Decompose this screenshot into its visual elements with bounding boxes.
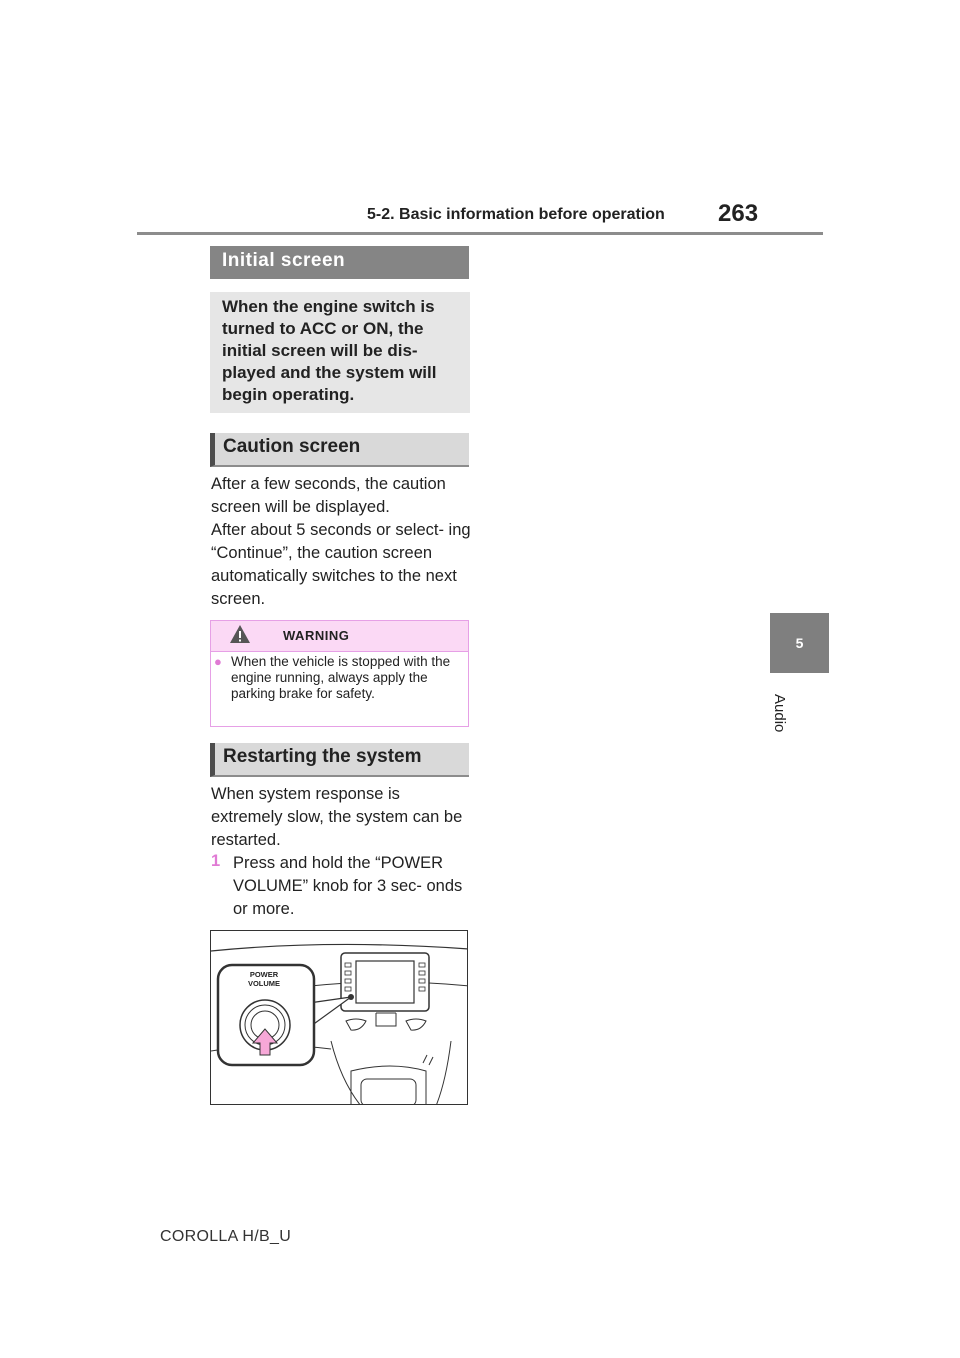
bullet-icon: ● — [214, 654, 222, 669]
warning-title: WARNING — [283, 628, 350, 643]
heading-caution-screen: Caution screen — [210, 433, 469, 467]
chapter-label — [728, 694, 788, 734]
knob-label-power: POWER — [249, 970, 279, 979]
footer-model: COROLLA H/B_U — [160, 1228, 292, 1245]
section-title: 5-2. Basic information before operation — [367, 206, 665, 223]
chapter-label-text: Audio — [771, 694, 788, 733]
header-rule — [137, 232, 823, 235]
lead-text: When the engine switch is turned to ACC or ON, the initial screen will be dis- played and the system will begin operating. — [222, 297, 437, 404]
step-text: Press and hold the “POWER VOLUME” knob for 3 sec- onds or more. — [233, 854, 463, 918]
heading-restart: Restarting the system — [210, 743, 469, 777]
page-number: 263 — [718, 200, 759, 227]
warning-header — [211, 621, 468, 652]
chapter-tab: 5 — [770, 613, 829, 673]
warning-box — [210, 620, 469, 727]
restart-para: When system response is extremely slow, the system can be restarted. — [211, 785, 463, 849]
warning-icon — [229, 624, 251, 644]
knob-label-volume: VOLUME — [247, 979, 281, 988]
warning-text: When the vehicle is stopped with the engine running, always apply the parking brake for safety. — [231, 654, 451, 701]
lead-box — [210, 292, 470, 413]
heading-initial-screen: Initial screen — [210, 246, 469, 279]
step-number: 1 — [211, 852, 221, 870]
dashboard-illustration — [210, 930, 468, 1105]
dashboard-drawing — [211, 931, 468, 1105]
caution-para-2: After about 5 seconds or select- ing “Continue”, the caution screen automatically switches to the next screen. — [211, 521, 471, 608]
caution-para-1: After a few seconds, the caution screen will be displayed. — [211, 475, 446, 516]
